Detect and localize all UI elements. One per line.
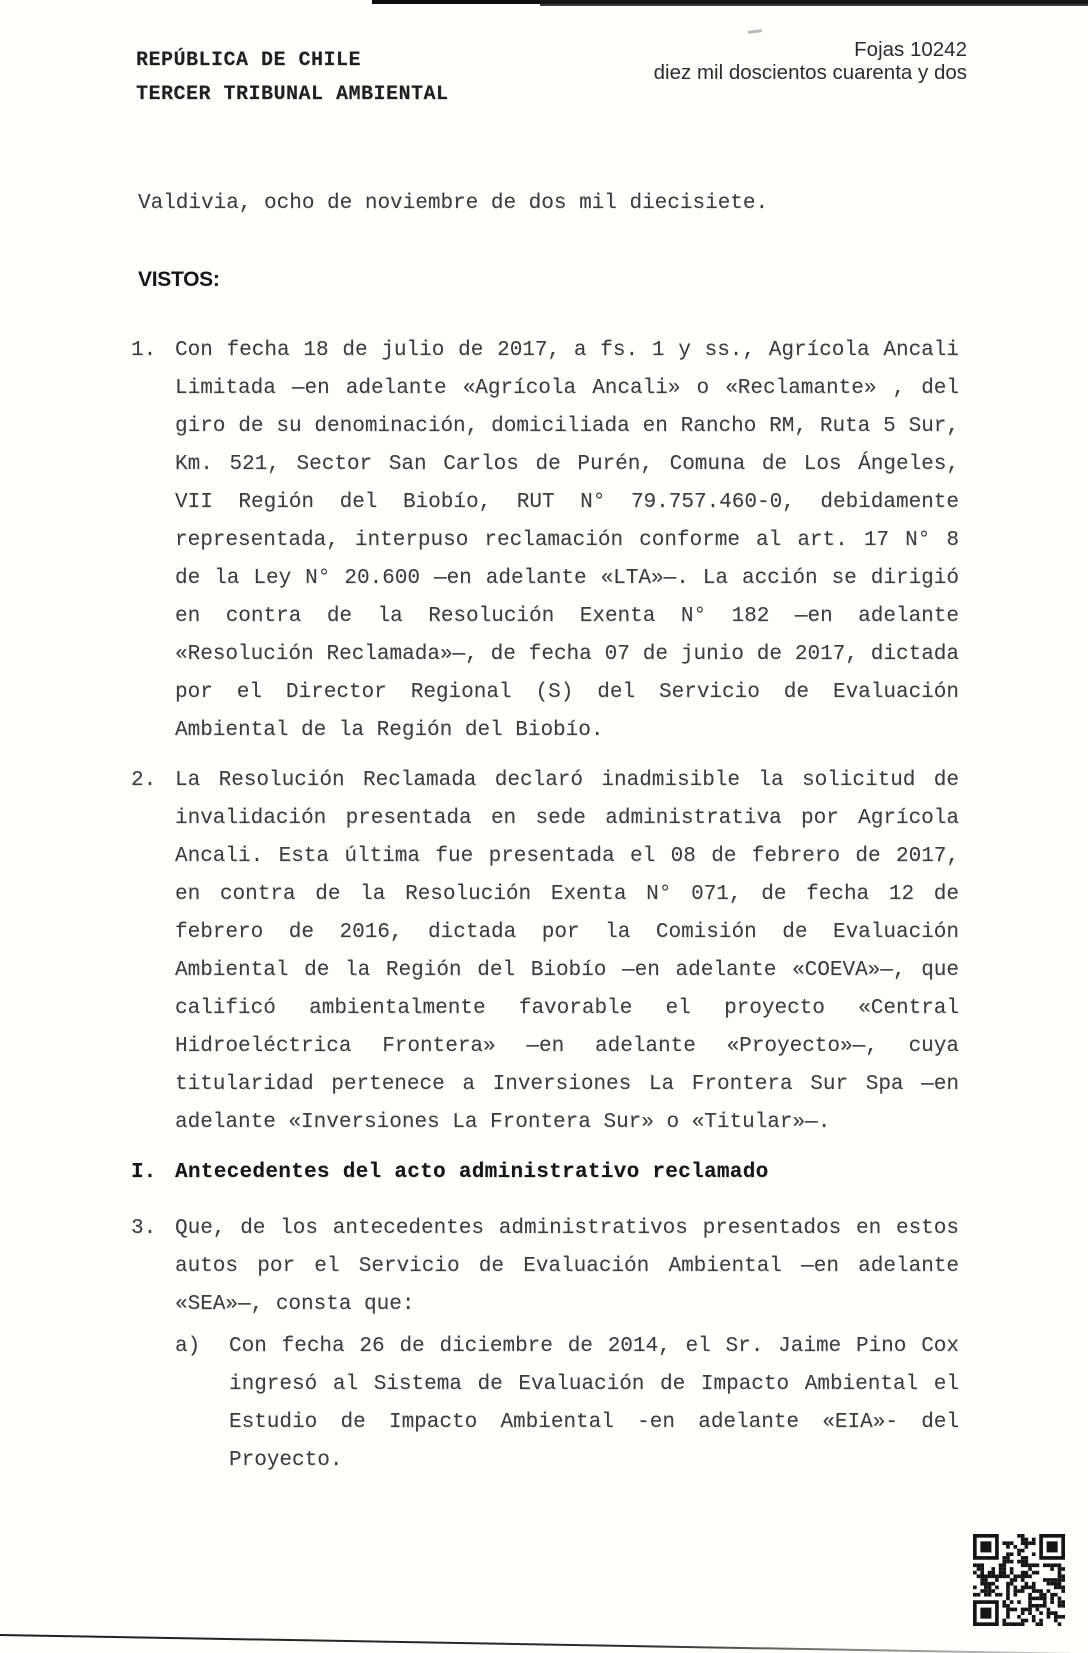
fojas-number: Fojas 10242: [854, 38, 967, 61]
letterhead: [136, 44, 449, 112]
paragraph-number: 1.: [131, 339, 157, 362]
letterhead-tribunal: TERCER TRIBUNAL AMBIENTAL: [136, 83, 449, 106]
vistos-label: VISTOS:: [138, 268, 220, 291]
fojas-block: [654, 38, 967, 84]
sub-paragraph-letter: a): [175, 1335, 201, 1358]
section-title: Antecedentes del acto administrativo reclamado: [175, 1161, 769, 1184]
paragraph-number: 3.: [131, 1217, 157, 1240]
paragraph-text: Que, de los antecedentes administrativos presentados en estos autos por el Servicio de Evaluación Ambiental —en adelante «SEA»—, consta que:: [175, 1217, 959, 1316]
dateline: Valdivia, ocho de noviembre de dos mil diecisiete.: [138, 192, 769, 215]
paragraph-text: Con fecha 18 de julio de 2017, a fs. 1 y ss., Agrícola Ancali Limitada —en adelante «Agrícola Ancali» o «Reclamante» , del giro de su denominación, domiciliada en Rancho RM, Ruta 5 Sur, Km. 521, Sector San Carlos de Purén, Comuna de Los Ángeles, VII Región del Biobío, RUT N° 79.757.460-0, debidamente representada, interpuso reclamación conforme al art. 17 N° 8 de la Ley N° 20.600 —en adelante «LTA»—. La acción se dirigió en contra de la Resolución Exenta N° 182 —en adelante «Resolución Reclamada»—, de fecha 07 de junio de 2017, dictada por el Director Regional (S) del Servicio de Evaluación Ambiental de la Región del Biobío.: [175, 339, 959, 742]
paragraph-number: 2.: [131, 769, 157, 792]
qr-code: [973, 1533, 1065, 1627]
scan-artifact-dash: [748, 29, 762, 34]
sub-paragraph-text: Con fecha 26 de diciembre de 2014, el Sr. Jaime Pino Cox ingresó al Sistema de Evaluación de Impacto Ambiental el Estudio de Impacto Ambiental -en adelante «EIA»- del Proyecto.: [229, 1335, 959, 1472]
section-number: I.: [131, 1161, 157, 1184]
numbered-paragraph-2: [131, 762, 959, 1142]
sub-paragraph-a: [175, 1328, 959, 1480]
letterhead-country: REPÚBLICA DE CHILE: [136, 49, 362, 72]
fojas-number-words: diez mil doscientos cuarenta y dos: [653, 61, 967, 84]
paragraph-text: La Resolución Reclamada declaró inadmisible la solicitud de invalidación presentada en sede administrativa por Agrícola Ancali. Esta última fue presentada el 08 de febrero de 2017, en contra de la Resolución Exenta N° 071, de fecha 12 de febrero de 2016, dictada por la Comisión de Evaluación Ambiental de la Región del Biobío —en adelante «COEVA»—, que calificó ambientalmente favorable el proyecto «Central Hidroeléctrica Frontera» —en adelante «Proyecto»—, cuya titularidad pertenece a Inversiones La Frontera Sur Spa —en adelante «Inversiones La Frontera Sur» o «Titular»—.: [175, 769, 959, 1134]
section-heading-antecedentes: [131, 1156, 959, 1190]
numbered-paragraph-3: [131, 1210, 959, 1324]
numbered-paragraph-1: [131, 332, 959, 750]
scan-artifact-top-band-dark: [540, 0, 1088, 6]
scan-artifact-bottom-line: [0, 1634, 1070, 1653]
document-body: [131, 190, 959, 1480]
